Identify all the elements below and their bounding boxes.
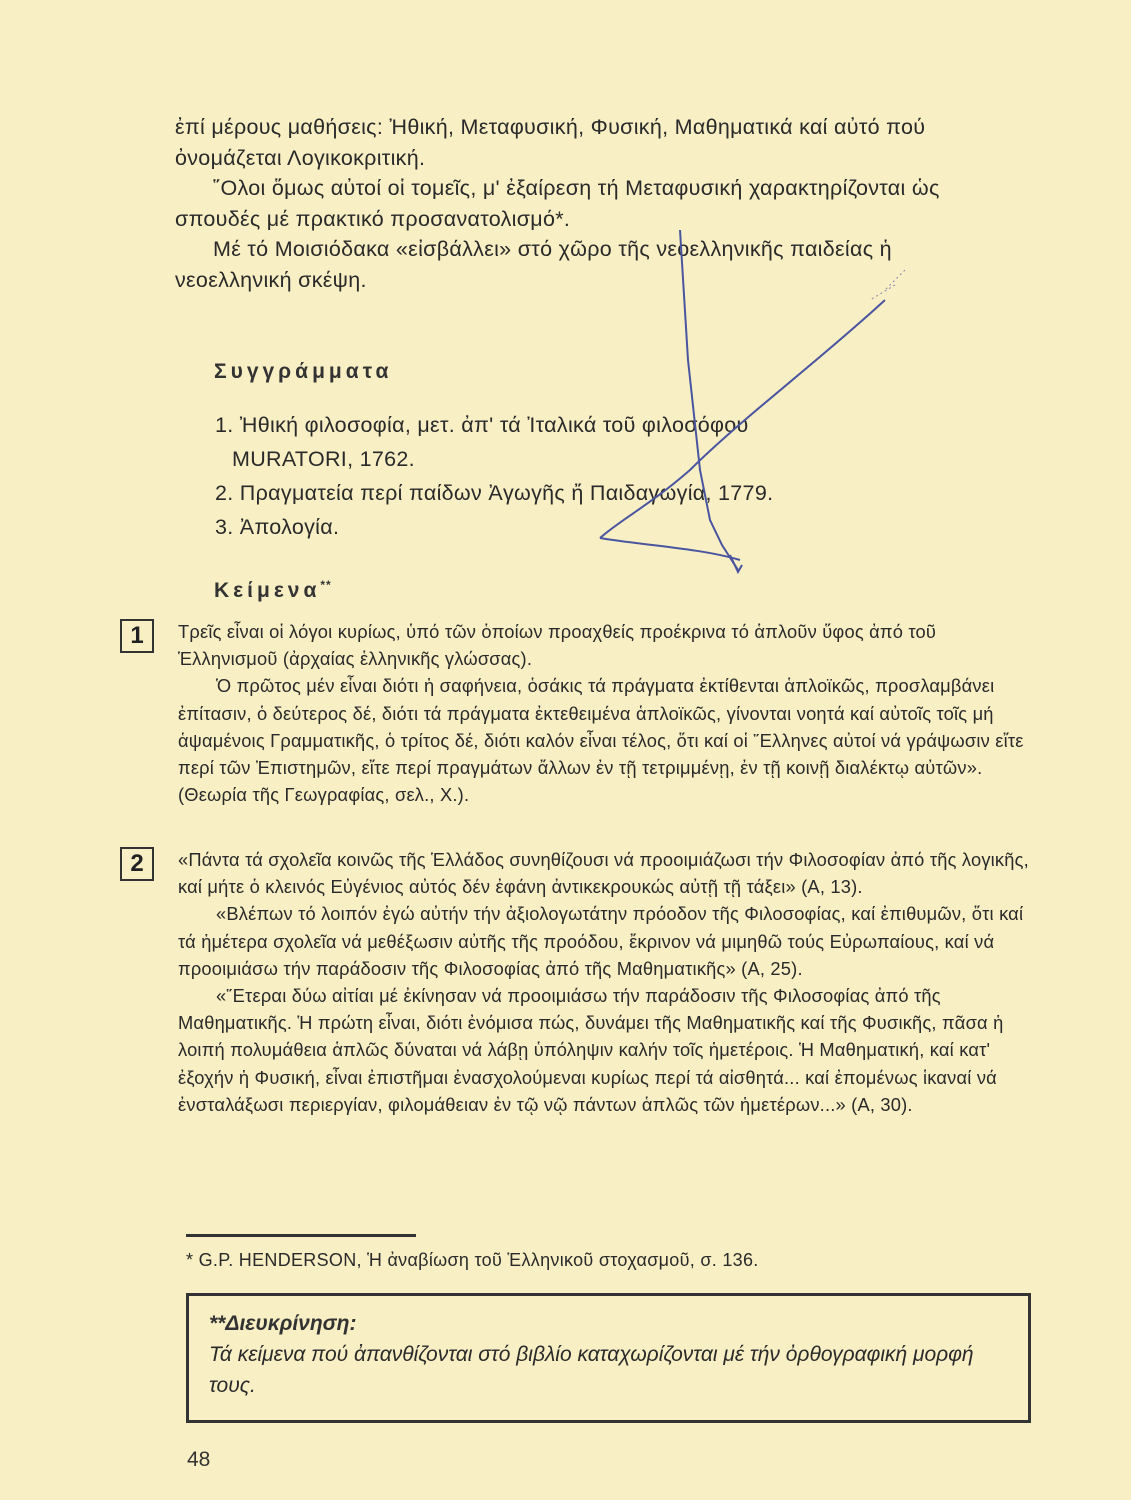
text-excerpt-1 xyxy=(178,618,1035,808)
intro-text xyxy=(175,112,1005,295)
intro-paragraph: ῞Ολοι ὅμως αὐτοί οἱ τομεῖς, μ' ἐξαίρεση τή Μεταφυσική χαρακτηρίζονται ὡς σπουδές μέ πρακτικό προσανατολισμό*. xyxy=(175,176,940,231)
excerpt-paragraph: «Πάντα τά σχολεῖα κοινῶς τῆς Ἑλλάδος συνηθίζουσι νά προοιμιάζωσι τήν Φιλοσοφίαν ἀπό τῆς λογικῆς, καί μήτε ὁ κλεινός Εὐγένιος αὐτός δέν ἐφάνη ἀντικεκρουκώς αὐτῇ τῇ τάξει» (Α, 13). xyxy=(178,849,1029,898)
clarification-body: Τά κείμενα πού ἀπανθίζονται στό βιβλίο καταχωρίζονται μέ τήν ὀρθογραφική μορφή τους. xyxy=(209,1343,974,1397)
texts-heading-label: Κείμενα xyxy=(214,579,321,602)
works-item: 3. Ἀπολογία. xyxy=(215,515,340,539)
works-heading: Συγγράμματα xyxy=(214,360,393,383)
clarification-title: **Διευκρίνηση: xyxy=(209,1312,357,1335)
excerpt-paragraph: Τρεῖς εἶναι οἱ λόγοι κυρίως, ὑπό τῶν ὁποίων προαχθείς προέκρινα τό ἁπλοῦν ὕφος ἀπό τοῦ Ἑλληνισμοῦ (ἀρχαίας ἑλληνικῆς γλώσσας). xyxy=(178,621,937,670)
text-excerpt-2 xyxy=(178,846,1035,1118)
text-number-badge: 2 xyxy=(120,847,154,881)
works-list xyxy=(215,408,975,544)
intro-paragraph: Μέ τό Μοισιόδακα «εἰσβάλλει» στό χῶρο τῆς νεοελληνικῆς παιδείας ἡ νεοελληνική σκέψη. xyxy=(175,237,892,292)
excerpt-paragraph: «Βλέπων τό λοιπόν ἐγώ αὐτήν τήν ἀξιολογωτάτην πρόοδον τῆς Φιλοσοφίας, καί ἐπιθυμῶν, ὅτι καί τά ἡμέτερα σχολεῖα νά μεθέξωσιν αὐτῆς τῆς προόδου, ἔκρινον νά μιμηθῶ τούς Εὐρωπαίους, καί νά προοιμιάσω τήν παράδοσιν τῆς Φιλοσοφίας ἀπό τῆς Μαθηματικῆς» (Α, 25). xyxy=(178,903,1024,979)
excerpt-paragraph: Ὁ πρῶτος μέν εἶναι διότι ἡ σαφήνεια, ὁσάκις τά πράγματα ἐκτίθενται ἁπλοϊκῶς, προσλαμβάνει ἐπίτασιν, ὁ δεύτερος δέ, διότι τά πράγματα ἐκτεθειμένα ἁπλοϊκῶς, γίνονται νοητά καί αὐτοῖς τοῖς μή ἁψαμένοις Γραμματικῆς, ὁ τρίτος δέ, διότι καλόν εἶναι τέλος, ὅτι καί οἱ ῞Ελληνες αὐτοί νά γράψωσιν εἴτε περί τῶν Ἐπιστημῶν, εἴτε περί πραγμάτων ἄλλων ἐν τῇ τετριμμένῃ, ἐν τῇ κοινῇ διαλέκτῳ αὐτῶν». (Θεωρία τῆς Γεωγραφίας, σελ., Χ.). xyxy=(178,675,1024,806)
works-item: 2. Πραγματεία περί παίδων Ἀγωγῆς ἤ Παιδαγωγία, 1779. xyxy=(215,481,774,505)
clarification-box xyxy=(186,1293,1031,1423)
texts-heading xyxy=(214,578,332,603)
intro-paragraph: ἐπί μέρους μαθήσεις: Ἠθική, Μεταφυσική, Φυσική, Μαθηματικά καί αὐτό πού ὀνομάζεται Λογικοκριτική. xyxy=(175,115,926,170)
footnote: * G.P. HENDERSON, Ἡ ἀναβίωση τοῦ Ἑλληνικοῦ στοχασμοῦ, σ. 136. xyxy=(186,1250,759,1270)
texts-heading-mark: ** xyxy=(320,578,332,592)
excerpt-paragraph: «῞Ετεραι δύω αἰτίαι μέ ἐκίνησαν νά προοιμιάσω τήν παράδοσιν τῆς Φιλοσοφίας ἀπό τῆς Μαθηματικῆς. Ἡ πρώτη εἶναι, διότι ἐνόμισα πώς, δυνάμει τῆς Μαθηματικῆς καί τῆς Φυσικῆς, πᾶσα ἡ λοιπή πολυμάθεια ἁπλῶς δύναται νά λάβῃ ὑπόληψιν καλήν τοῖς ἡμετέροις. Ἡ Μαθηματική, καί κατ' ἐξοχήν ἡ Φυσική, εἶναι ἐπιστῆμαι ἐνασχολούμεναι κυρίως περί τά αἰσθητά... καί ἐπομένως ἱκαναί νά ἐνσταλάξωσι περιεργίαν, φιλομάθειαν ἐν τῷ νῷ πάντων ἁπλῶς τῶν ἡμετέρων...» (Α, 30). xyxy=(178,985,1004,1115)
scribble-stroke xyxy=(730,555,742,572)
text-number-badge: 1 xyxy=(120,619,154,653)
works-item: MURATORI, 1762. xyxy=(232,447,415,471)
works-item: 1. Ἠθική φιλοσοφία, μετ. ἀπ' τά Ἰταλικά τοῦ φιλοσόφου xyxy=(215,413,749,437)
page-number: 48 xyxy=(187,1448,211,1471)
footnote-divider xyxy=(186,1234,416,1237)
